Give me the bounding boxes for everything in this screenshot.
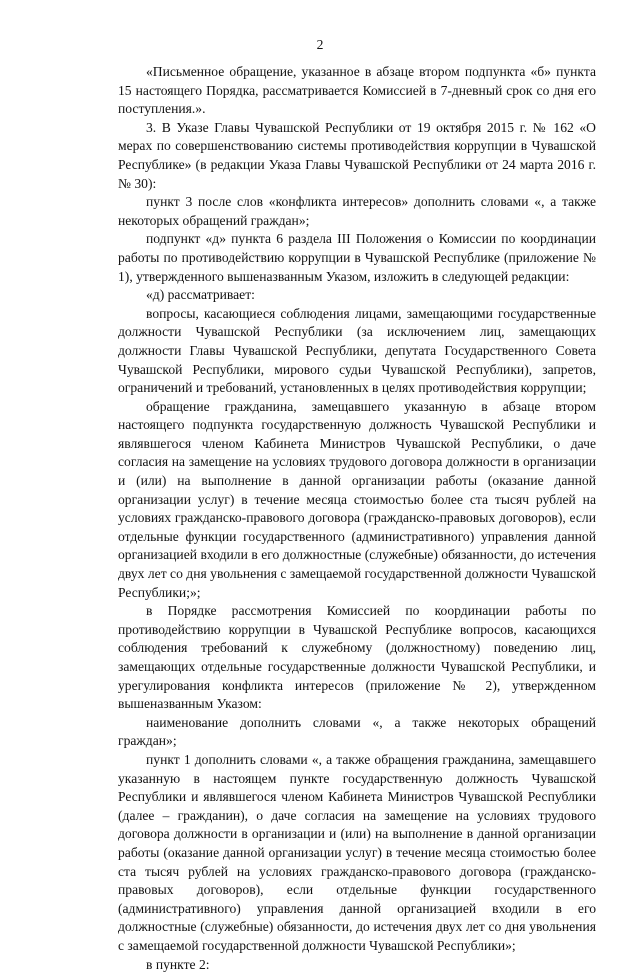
paragraph: в пункте 2:: [118, 956, 596, 974]
page-number: 2: [0, 36, 640, 55]
paragraph: обращение гражданина, замещавшего указанную в абзаце втором настоящего подпункта государственную должность Чувашской Республики и являвшегося членом Кабинета Министров Чувашской Республики, о даче согласия на замещение на условиях трудового договора должности в организации и (или) на выполнение в данной организации работы (оказание данной организации услуг) в течение месяца стоимостью более ста тысяч рублей на условиях гражданско-правового договора (гражданско-правовых договоров), если отдельные функции государственного (административного) управления данной организацией входили в его должностные (служебные) обязанности, до истечения двух лет со дня увольнения с замещаемой государственной должности Чувашской Республики;»;: [118, 398, 596, 603]
paragraph: вопросы, касающиеся соблюдения лицами, замещающими государственные должности Чувашской Республики (за исключением лиц, замещающих должности Главы Чувашской Республики, депутата Государственного Совета Чувашской Республики, мирового судьи Чувашской Республики), запретов, ограничений и требований, установленных в целях противодействия коррупции;: [118, 305, 596, 398]
paragraph: 3. В Указе Главы Чувашской Республики от 19 октября 2015 г. № 162 «О мерах по совершенствованию системы противодействия коррупции в Чувашской Республике» (в редакции Указа Главы Чувашской Республики от 24 марта 2016 г. № 30):: [118, 119, 596, 193]
paragraph: пункт 3 после слов «конфликта интересов» дополнить словами «, а также некоторых обращений граждан»;: [118, 193, 596, 230]
paragraph: в Порядке рассмотрения Комиссией по координации работы по противодействию коррупции в Чувашской Республике вопросов, касающихся соблюдения требований к служебному (должностному) поведению лиц, замещающих отдельные государственные должности Чувашской Республики, и урегулирования конфликта интересов (приложение № 2), утвержденном вышеназванным Указом:: [118, 602, 596, 714]
paragraph: пункт 1 дополнить словами «, а также обращения гражданина, замещавшего указанную в настоящем пункте государственную должность Чувашской Республики и являвшегося членом Кабинета Министров Чувашской Республики (далее – гражданин), о даче согласия на замещение на условиях трудового договора должности в организации и (или) на выполнение в данной организации работы (оказание данной организации услуг) в течение месяца стоимостью более ста тысяч рублей на условиях гражданско-правового договора (гражданско-правовых договоров), если отдельные функции государственного (административного) управления данной организацией входили в его должностные (служебные) обязанности, до истечения двух лет со дня увольнения с замещаемой государственной должности Чувашской Республики»;: [118, 751, 596, 956]
paragraph: подпункт «д» пункта 6 раздела III Положения о Комиссии по координации работы по противодействию коррупции в Чувашской Республике (приложение № 1), утвержденного вышеназванным Указом, изложить в следующей редакции:: [118, 230, 596, 286]
document-body: [118, 63, 596, 974]
paragraph: наименование дополнить словами «, а также некоторых обращений граждан»;: [118, 714, 596, 751]
paragraph: «Письменное обращение, указанное в абзаце втором подпункта «б» пункта 15 настоящего Порядка, рассматривается Комиссией в 7-дневный срок со дня его поступления.».: [118, 63, 596, 119]
paragraph: «д) рассматривает:: [118, 286, 596, 305]
